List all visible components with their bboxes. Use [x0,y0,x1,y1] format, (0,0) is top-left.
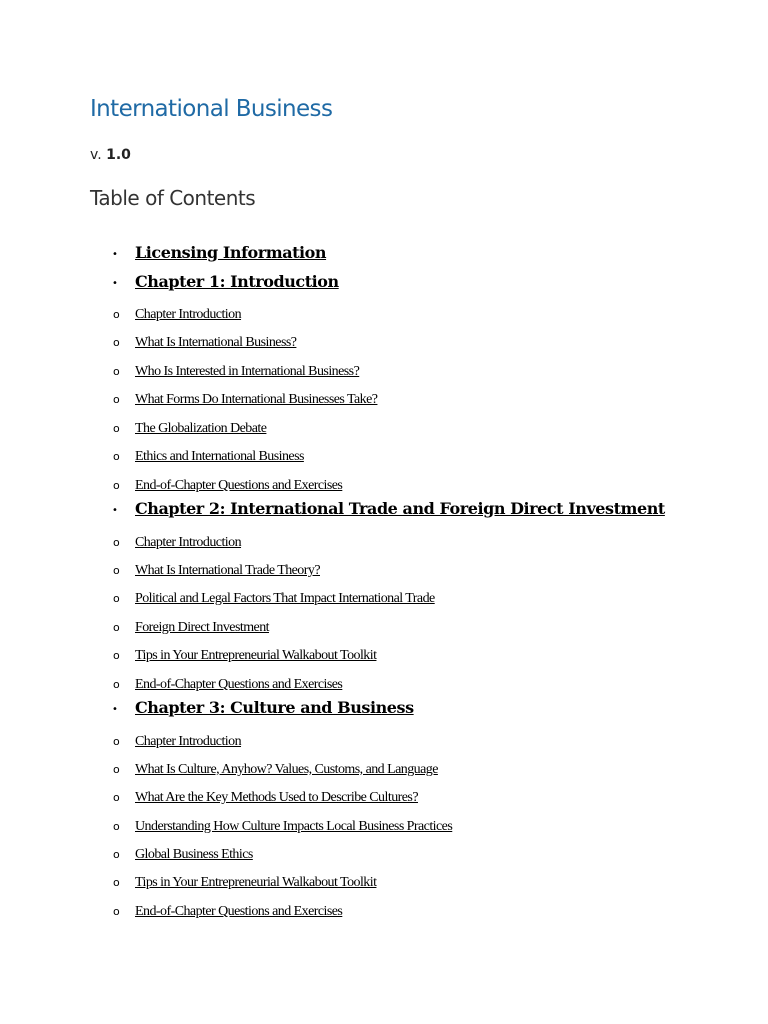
bullet-circle-icon: o [113,848,120,861]
toc-section-link[interactable]: Political and Legal Factors That Impact International Trade [135,591,435,606]
bullet-circle-icon: o [113,536,120,549]
toc-section-link[interactable]: Chapter Introduction [135,307,242,322]
toc-section-item [0,303,768,329]
toc-section-link[interactable]: Understanding How Culture Impacts Local Business Practices [135,819,453,834]
toc-section-item [0,644,768,670]
toc-section-item [0,417,768,443]
toc-section-item [0,360,768,386]
toc-section-item [0,673,768,699]
toc-section-item [0,730,768,756]
toc-section-link[interactable]: End-of-Chapter Questions and Exercises [135,677,343,692]
toc-section-link[interactable]: Global Business Ethics [135,847,253,862]
toc-section-link[interactable]: End-of-Chapter Questions and Exercises [135,478,343,493]
toc-chapter-item [0,272,768,298]
bullet-circle-icon: o [113,735,120,748]
toc-section-item [0,559,768,585]
toc-chapter-link[interactable]: Chapter 2: International Trade and Foreign Direct Investment [135,499,665,518]
bullet-circle-icon: o [113,422,120,435]
toc-section-link[interactable]: Ethics and International Business [135,449,304,464]
toc-section-item [0,843,768,869]
toc-section-item [0,758,768,784]
toc-section-link[interactable]: Foreign Direct Investment [135,620,269,635]
toc-chapter-item [0,698,768,724]
toc-section-item [0,900,768,926]
bullet-disc-icon: • [112,704,118,715]
version-prefix: v. [90,147,102,163]
toc-section-item [0,786,768,812]
toc-chapter-item [0,243,768,269]
toc-section-item [0,815,768,841]
toc-section-item [0,474,768,500]
toc-section-link[interactable]: What Is International Trade Theory? [135,563,320,578]
toc-section-item [0,388,768,414]
toc-chapter-link[interactable]: Chapter 1: Introduction [135,272,339,291]
toc-section-link[interactable]: Chapter Introduction [135,535,242,550]
bullet-disc-icon: • [112,278,118,289]
bullet-circle-icon: o [113,564,120,577]
bullet-circle-icon: o [113,336,120,349]
bullet-circle-icon: o [113,763,120,776]
toc-section-item [0,331,768,357]
document-title: International Business [90,96,333,122]
toc-section-link[interactable]: Chapter Introduction [135,734,242,749]
bullet-circle-icon: o [113,592,120,605]
toc-chapter-item [0,499,768,525]
bullet-circle-icon: o [113,621,120,634]
bullet-disc-icon: • [112,505,118,516]
bullet-circle-icon: o [113,365,120,378]
toc-section-item [0,587,768,613]
bullet-circle-icon: o [113,393,120,406]
toc-section-item [0,531,768,557]
bullet-circle-icon: o [113,479,120,492]
bullet-circle-icon: o [113,820,120,833]
toc-section-item [0,445,768,471]
bullet-circle-icon: o [113,905,120,918]
toc-chapter-link[interactable]: Licensing Information [135,243,327,262]
bullet-circle-icon: o [113,308,120,321]
bullet-circle-icon: o [113,791,120,804]
toc-section-link[interactable]: Tips in Your Entrepreneurial Walkabout Toolkit [135,648,377,663]
toc-chapter-link[interactable]: Chapter 3: Culture and Business [135,698,414,717]
toc-section-link[interactable]: End-of-Chapter Questions and Exercises [135,904,343,919]
bullet-disc-icon: • [112,249,118,260]
bullet-circle-icon: o [113,876,120,889]
toc-section-item [0,616,768,642]
toc-section-link[interactable]: What Are the Key Methods Used to Describe Cultures? [135,790,418,805]
toc-section-link[interactable]: What Is International Business? [135,335,297,350]
toc-section-link[interactable]: Tips in Your Entrepreneurial Walkabout Toolkit [135,875,377,890]
toc-heading: Table of Contents [90,186,256,210]
toc-section-link[interactable]: What Forms Do International Businesses Take? [135,392,378,407]
toc-section-link[interactable]: Who Is Interested in International Business? [135,364,360,379]
toc-section-link[interactable]: The Globalization Debate [135,421,267,436]
toc-section-item [0,871,768,897]
version-number: 1.0 [106,147,131,163]
bullet-circle-icon: o [113,450,120,463]
toc-section-link[interactable]: What Is Culture, Anyhow? Values, Customs, and Language [135,762,438,777]
bullet-circle-icon: o [113,649,120,662]
bullet-circle-icon: o [113,678,120,691]
